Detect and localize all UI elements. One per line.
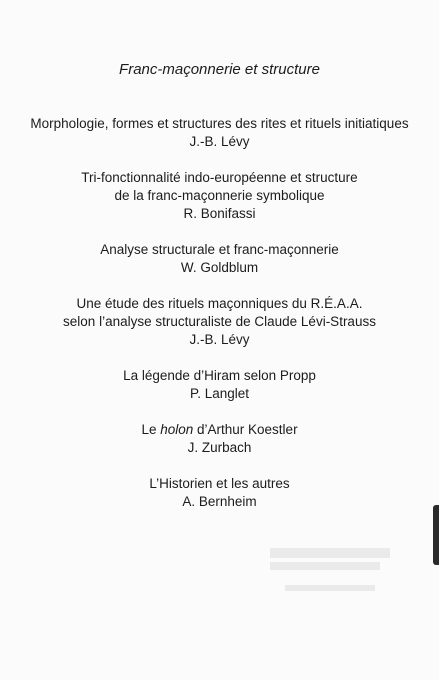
entry-author: P. Langlet [189, 386, 250, 401]
entry-author: J.-B. Lévy [189, 134, 250, 149]
entry-author: R. Bonifassi [183, 206, 256, 221]
bleed-through-mark [270, 562, 380, 570]
entry-author: W. Goldblum [180, 260, 259, 275]
entry-title-line: Une étude des rituels maçonniques du R.É.A.A. [76, 296, 363, 311]
entry-author: A. Bernheim [182, 494, 257, 509]
entry-title-line: Morphologie, formes et structures des rites et rituels initiatiques [30, 116, 409, 131]
entry-title-line: selon l’analyse structuraliste de Claude Lévi-Strauss [63, 314, 376, 329]
entry-author: J. Zurbach [187, 440, 252, 455]
toc-entry [0, 241, 439, 277]
bleed-through-mark [270, 548, 390, 558]
page-title: Franc-maçonnerie et structure [119, 61, 320, 78]
entry-title-line [0, 421, 439, 439]
toc-entry [0, 367, 439, 403]
entry-title-prefix: Le [141, 422, 161, 437]
entry-title-line: Tri-fonctionnalité indo-européenne et structure [81, 170, 358, 185]
toc-entry [0, 295, 439, 349]
entry-title-line: La légende d’Hiram selon Propp [123, 368, 316, 383]
entry-title-suffix: d’Arthur Koestler [193, 422, 298, 437]
entry-title-line: L’Historien et les autres [149, 476, 290, 491]
entry-title-line: de la franc-maçonnerie symbolique [114, 188, 325, 203]
toc-entry [0, 169, 439, 223]
toc-entry [0, 421, 439, 457]
entry-title-italic: holon [160, 422, 194, 437]
toc-entry [0, 475, 439, 511]
bleed-through-mark [285, 585, 375, 591]
table-of-contents [0, 115, 439, 529]
toc-entry [0, 115, 439, 151]
entry-title-line: Analyse structurale et franc-maçonnerie [100, 242, 339, 257]
entry-author: J.-B. Lévy [189, 332, 250, 347]
